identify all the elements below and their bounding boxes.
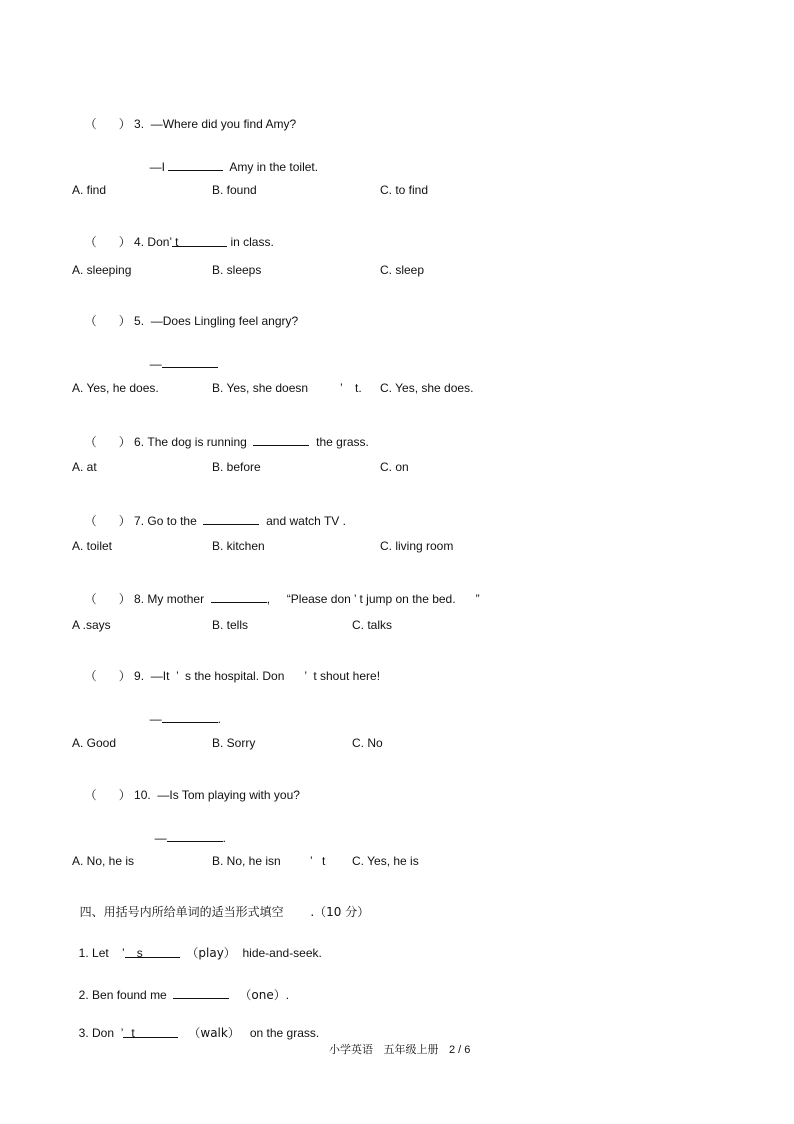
answer-blank[interactable] <box>211 590 267 603</box>
quote-text-b: t jump on the bed. <box>359 592 456 606</box>
q6-option-b: B. before <box>212 460 261 474</box>
q5-option-c: C. Yes, she does. <box>380 381 474 395</box>
answer-blank[interactable] <box>168 158 223 171</box>
q9-stem-line <box>78 655 380 683</box>
q6-stem-line <box>78 419 369 449</box>
fill-prefix: 1. Let <box>78 946 109 960</box>
q10-stem-line <box>78 774 300 802</box>
answer-paren-open: （ <box>84 314 97 328</box>
answer-paren-close: ） <box>118 592 131 606</box>
stem-prefix: Go to the <box>147 514 197 528</box>
apostrophe: ’ <box>304 669 307 683</box>
answer-paren-open: （ <box>84 235 97 249</box>
question-number: 9. <box>134 669 145 683</box>
q3-option-a: A. find <box>72 183 107 197</box>
fill-suffix: on the grass. <box>249 1026 320 1040</box>
apostrophe: ’ <box>353 592 357 606</box>
answer-paren-open: （ <box>84 788 97 802</box>
apostrophe: ’ <box>176 669 179 683</box>
answer-paren-close: ） <box>118 435 131 449</box>
reply-suffix: . <box>222 831 227 845</box>
q3-stem-line <box>78 103 296 131</box>
q5-stem-line <box>78 300 298 328</box>
stem-suffix: and watch TV . <box>266 514 346 528</box>
question-number: 6. <box>134 435 145 449</box>
quote-close: ” <box>475 592 480 606</box>
fill-prefix: 3. Don <box>78 1026 115 1040</box>
q4-option-c: C. sleep <box>380 263 425 277</box>
section4-heading <box>72 891 369 919</box>
q3-option-b: B. found <box>212 183 257 197</box>
fill-item-1 <box>72 932 322 960</box>
answer-blank[interactable] <box>203 512 259 525</box>
footer-page: 2 / 6 <box>449 1044 471 1056</box>
question-stem: —Is Tom playing with you? <box>157 788 300 802</box>
question-number: 5. <box>134 314 145 328</box>
q3-option-c: C. to find <box>380 183 429 197</box>
question-stem: —Where did you find Amy? <box>150 117 297 131</box>
answer-blank[interactable]: t <box>123 1026 178 1038</box>
stem-prefix: Don <box>147 235 170 249</box>
question-number: 8. <box>134 592 145 606</box>
q4-option-b: B. sleeps <box>212 263 262 277</box>
reply-prefix: — <box>149 712 162 726</box>
q7-stem-line <box>78 498 346 528</box>
q5-reply-line <box>143 341 218 371</box>
answer-blank[interactable]: s <box>125 946 180 958</box>
q10-option-b-end: t <box>322 854 326 868</box>
word-hint: （play） <box>186 946 236 960</box>
answer-blank[interactable] <box>253 433 309 446</box>
q5-option-b-apostrophe: ’ <box>340 381 343 395</box>
q7-option-b: B. kitchen <box>212 539 265 553</box>
question-stem: —Does Lingling feel angry? <box>150 314 299 328</box>
reply-suffix: Amy in the toilet. <box>229 160 319 174</box>
answer-blank[interactable] <box>162 710 218 723</box>
q9-reply-line <box>143 696 221 726</box>
fill-suffix: hide-and-seek. <box>242 946 322 960</box>
q10-option-b: B. No, he isn <box>212 854 281 868</box>
stem-part-a: —It <box>150 669 170 683</box>
page-footer <box>322 1029 470 1057</box>
apostrophe: ’ <box>122 946 125 960</box>
q10-option-b-apostrophe: ’ <box>310 854 313 868</box>
stem-suffix: in class. <box>230 235 274 249</box>
section4-points: .（10 分） <box>310 905 370 919</box>
q5-option-b: B. Yes, she doesn <box>212 381 309 395</box>
fill-item-2 <box>72 972 289 1002</box>
fill-prefix: 2. Ben found me <box>78 988 167 1002</box>
q5-option-a: A. Yes, he does. <box>72 381 159 395</box>
answer-paren-open: （ <box>84 669 97 683</box>
q10-reply-line <box>148 815 226 845</box>
reply-prefix: — <box>154 831 167 845</box>
answer-paren-open: （ <box>84 514 97 528</box>
quote-open: “ <box>286 592 291 606</box>
word-hint: （one） <box>239 988 286 1002</box>
q10-option-a: A. No, he is <box>72 854 135 868</box>
question-number: 10. <box>134 788 151 802</box>
comma: , <box>266 592 271 606</box>
question-number: 3. <box>134 117 145 131</box>
question-number: 7. <box>134 514 145 528</box>
fill-suffix: . <box>285 988 290 1002</box>
answer-blank[interactable] <box>173 986 229 999</box>
reply-prefix: — <box>149 357 162 371</box>
apostrophe: ’ <box>120 1026 124 1040</box>
answer-blank[interactable] <box>162 355 218 368</box>
stem-part-c: t shout here! <box>313 669 381 683</box>
answer-paren-open: （ <box>84 117 97 131</box>
footer-subject: 小学英语 <box>329 1043 373 1056</box>
reply-prefix: —I <box>149 160 166 174</box>
answer-paren-close: ） <box>118 117 131 131</box>
word-hint: （walk） <box>188 1026 240 1040</box>
q4-option-a: A. sleeping <box>72 263 132 277</box>
question-number: 4. <box>134 235 145 249</box>
footer-grade: 五年级上册 <box>383 1043 439 1056</box>
q10-option-c: C. Yes, he is <box>352 854 419 868</box>
answer-paren-close: ） <box>118 235 131 249</box>
answer-paren-close: ） <box>118 669 131 683</box>
stem-suffix: the grass. <box>316 435 369 449</box>
answer-blank[interactable] <box>167 829 223 842</box>
q6-option-c: C. on <box>380 460 409 474</box>
stem-prefix: The dog is running <box>147 435 247 449</box>
q8-option-a: A .says <box>72 618 111 632</box>
answer-blank[interactable]: t <box>172 235 227 247</box>
answer-paren-close: ） <box>118 314 131 328</box>
answer-paren-close: ） <box>118 514 131 528</box>
reply-suffix: . <box>217 712 222 726</box>
answer-paren-open: （ <box>84 435 97 449</box>
stem-part-b: s the hospital. Don <box>184 669 285 683</box>
apostrophe: ’ <box>169 235 173 249</box>
q9-option-b: B. Sorry <box>212 736 256 750</box>
q9-option-a: A. Good <box>72 736 117 750</box>
q9-option-c: C. No <box>352 736 383 750</box>
quote-text-a: Please don <box>290 592 351 606</box>
stem-prefix: My mother <box>147 592 205 606</box>
section4-title: 四、用括号内所给单词的适当形式填空 <box>79 905 284 919</box>
answer-paren-open: （ <box>84 592 97 606</box>
q5-option-b-end: t. <box>355 381 362 395</box>
q8-option-c: C. talks <box>352 618 393 632</box>
q3-reply-line <box>143 144 318 174</box>
q7-option-a: A. toilet <box>72 539 113 553</box>
q4-stem-line <box>78 221 274 249</box>
q6-option-a: A. at <box>72 460 97 474</box>
fill-item-3 <box>72 1012 319 1040</box>
q7-option-c: C. living room <box>380 539 454 553</box>
answer-paren-close: ） <box>118 788 131 802</box>
q8-stem-line <box>78 576 480 606</box>
q8-option-b: B. tells <box>212 618 249 632</box>
